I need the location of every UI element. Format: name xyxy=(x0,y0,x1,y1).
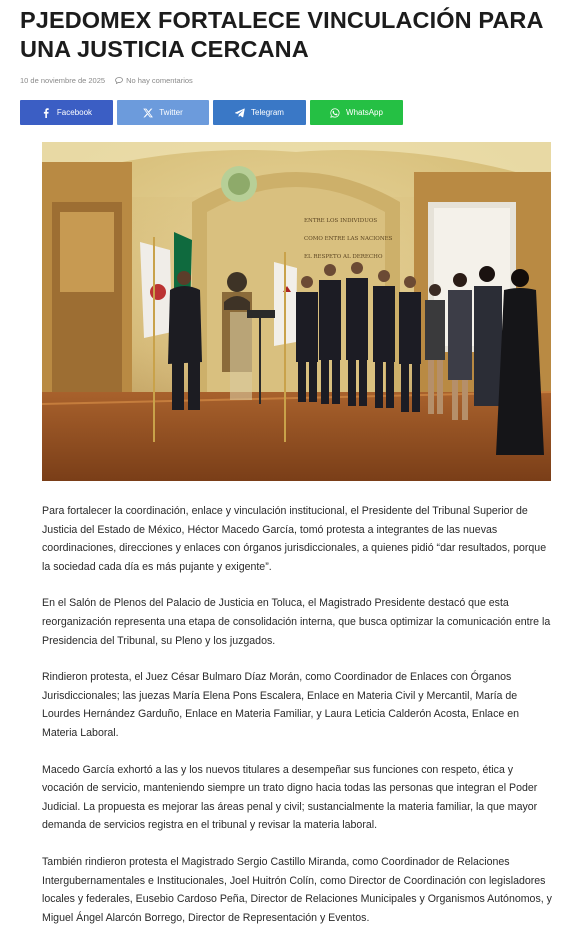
post-date[interactable]: 10 de noviembre de 2025 xyxy=(20,76,106,85)
share-facebook-button[interactable] xyxy=(20,100,113,125)
wall-inscription-3: EL RESPETO AL DERECHO xyxy=(304,254,383,260)
article-paragraph-4: Macedo García exhortó a las y los nuevos titulares a desempeñar sus funciones con respeto, ética y vocación de servicio, manteniendo siempre un trato digno hacia todas las personas que integran el Poder Judicial. La propuesta es mejorar las áreas penal y civil; sustancialmente la materia familiar, la que mayor demanda de servicios registra en el tribunal y revisar la materia laboral. xyxy=(42,763,538,832)
article-paragraph-1: Para fortalecer la coordinación, enlace y vinculación institucional, el Presidente del Tribunal Superior de Justicia del Estado de México, Héctor Macedo García, tomó protesta a integrantes de las nuevas coordinaciones, direcciones y enlaces con órganos jurisdiccionales, a quienes pidió “dar resultados, porque la sociedad cada día es más pujante y exigente”. xyxy=(42,505,547,573)
share-twitter-button[interactable] xyxy=(117,100,209,125)
comments-count: No hay comentarios xyxy=(126,76,193,85)
share-facebook-label: Facebook xyxy=(56,108,93,117)
post-meta xyxy=(20,76,193,85)
ceremony-photo xyxy=(42,142,551,481)
wall-inscription-1: ENTRE LOS INDIVIDUOS xyxy=(304,218,378,224)
share-whatsapp-label: WhatsApp xyxy=(346,108,383,117)
comments-link[interactable] xyxy=(115,76,193,85)
share-telegram-button[interactable] xyxy=(213,100,306,125)
whatsapp-icon xyxy=(330,108,340,118)
article-paragraph-2: En el Salón de Plenos del Palacio de Justicia en Toluca, el Magistrado Presidente destacó que esta reorganización representa una etapa de consolidación interna, que busca optimizar la comunicación entre la Presidencia del Tribunal, su Pleno y los juzgados. xyxy=(42,597,551,647)
comment-icon xyxy=(115,77,123,84)
share-bar xyxy=(20,100,403,125)
article-paragraph-3: Rindieron protesta, el Juez César Bulmaro Díaz Morán, como Coordinador de Enlaces con Órganos Jurisdiccionales; las juezas María Elena Pons Escalera, Enlace en Materia Civil y Mercantil, María de Lourdes Hernández Garduño, Enlace en Materia Familiar, y Laura Leticia Calderón Acosta, Enlace en Materia Laboral. xyxy=(42,671,519,739)
article-body xyxy=(42,502,552,945)
share-telegram-label: Telegram xyxy=(251,108,284,117)
facebook-icon xyxy=(41,108,51,118)
share-twitter-label: Twitter xyxy=(159,108,183,117)
share-whatsapp-button[interactable] xyxy=(310,100,403,125)
telegram-icon xyxy=(235,108,245,118)
article-title: PJEDOMEX FORTALECE VINCULACIÓN PARA UNA JUSTICIA CERCANA xyxy=(20,7,543,62)
article-photo xyxy=(42,142,551,481)
x-icon xyxy=(143,108,153,118)
article-paragraph-5: También rindieron protesta el Magistrado Sergio Castillo Miranda, como Coordinador de Relaciones Intergubernamentales e Institucionales, Joel Huitrón Colín, como Director de Coordinación con legisladores locales y federales, Eusebio Cardoso Peña, Director de Relaciones Municipales y Organismos Autónomos, y Miguel Ángel Alarcón Borrego, Director de Representación y Eventos. xyxy=(42,855,552,924)
wall-inscription-2: COMO ENTRE LAS NACIONES xyxy=(304,236,393,242)
